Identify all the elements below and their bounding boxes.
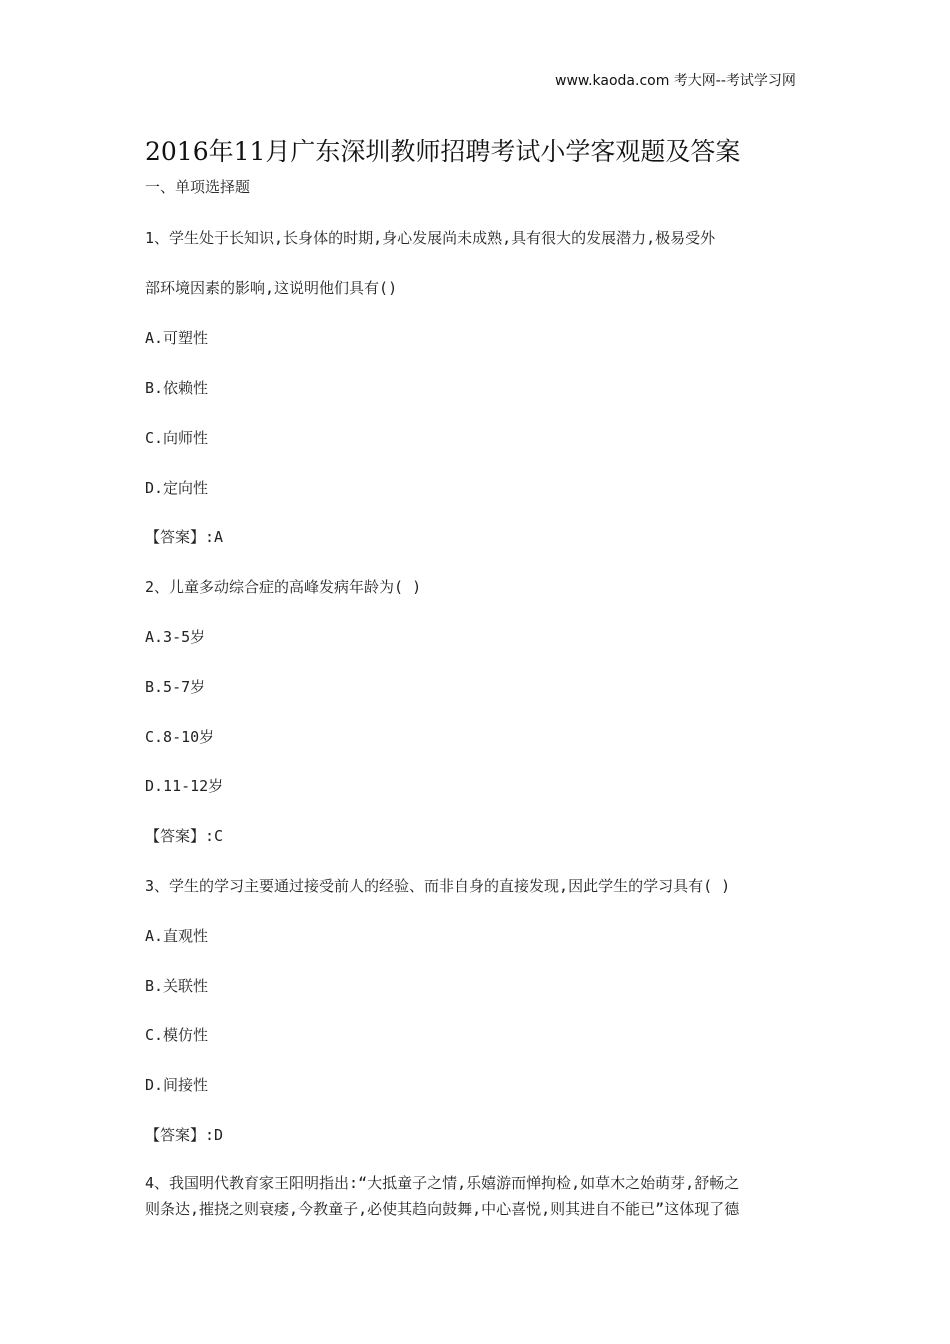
section-heading: 一、单项选择题 bbox=[145, 178, 251, 196]
q2-option-a: A.3-5岁 bbox=[145, 628, 206, 646]
q3-option-d: D.间接性 bbox=[145, 1076, 209, 1094]
q3-answer: 【答案】:D bbox=[145, 1126, 224, 1144]
q1-answer: 【答案】:A bbox=[145, 528, 224, 546]
document-title: 2016年11月广东深圳教师招聘考试小学客观题及答案 bbox=[145, 137, 741, 166]
q2-option-d: D.11-12岁 bbox=[145, 777, 224, 795]
q2-answer: 【答案】:C bbox=[145, 827, 224, 845]
q1-option-c: C.向师性 bbox=[145, 429, 209, 447]
q3-option-b: B.关联性 bbox=[145, 977, 209, 995]
q3-option-a: A.直观性 bbox=[145, 927, 209, 945]
q1-option-a: A.可塑性 bbox=[145, 329, 209, 347]
q1-option-b: B.依赖性 bbox=[145, 379, 209, 397]
question-3-text: 3、学生的学习主要通过接受前人的经验、而非自身的直接发现,因此学生的学习具有( ) bbox=[145, 877, 731, 895]
question-4-text: 4、我国明代教育家王阳明指出:“大抵童子之情,乐嬉游而惮拘检,如草木之始萌芽,舒畅之 bbox=[145, 1174, 740, 1192]
q2-option-c: C.8-10岁 bbox=[145, 728, 215, 746]
question-4-text-cont: 则条达,摧挠之则衰痿,今教童子,必使其趋向鼓舞,中心喜悦,则其进自不能已”这体现了德 bbox=[145, 1200, 740, 1218]
question-1-text-cont: 部环境因素的影响,这说明他们具有() bbox=[145, 279, 398, 297]
site-header[interactable]: www.kaoda.com 考大网--考试学习网 bbox=[555, 73, 796, 89]
question-1-text: 1、学生处于长知识,长身体的时期,身心发展尚未成熟,具有很大的发展潜力,极易受外 bbox=[145, 229, 716, 247]
q1-option-d: D.定向性 bbox=[145, 479, 209, 497]
q2-option-b: B.5-7岁 bbox=[145, 678, 206, 696]
question-2-text: 2、儿童多动综合症的高峰发病年龄为( ) bbox=[145, 578, 422, 596]
q3-option-c: C.模仿性 bbox=[145, 1026, 209, 1044]
